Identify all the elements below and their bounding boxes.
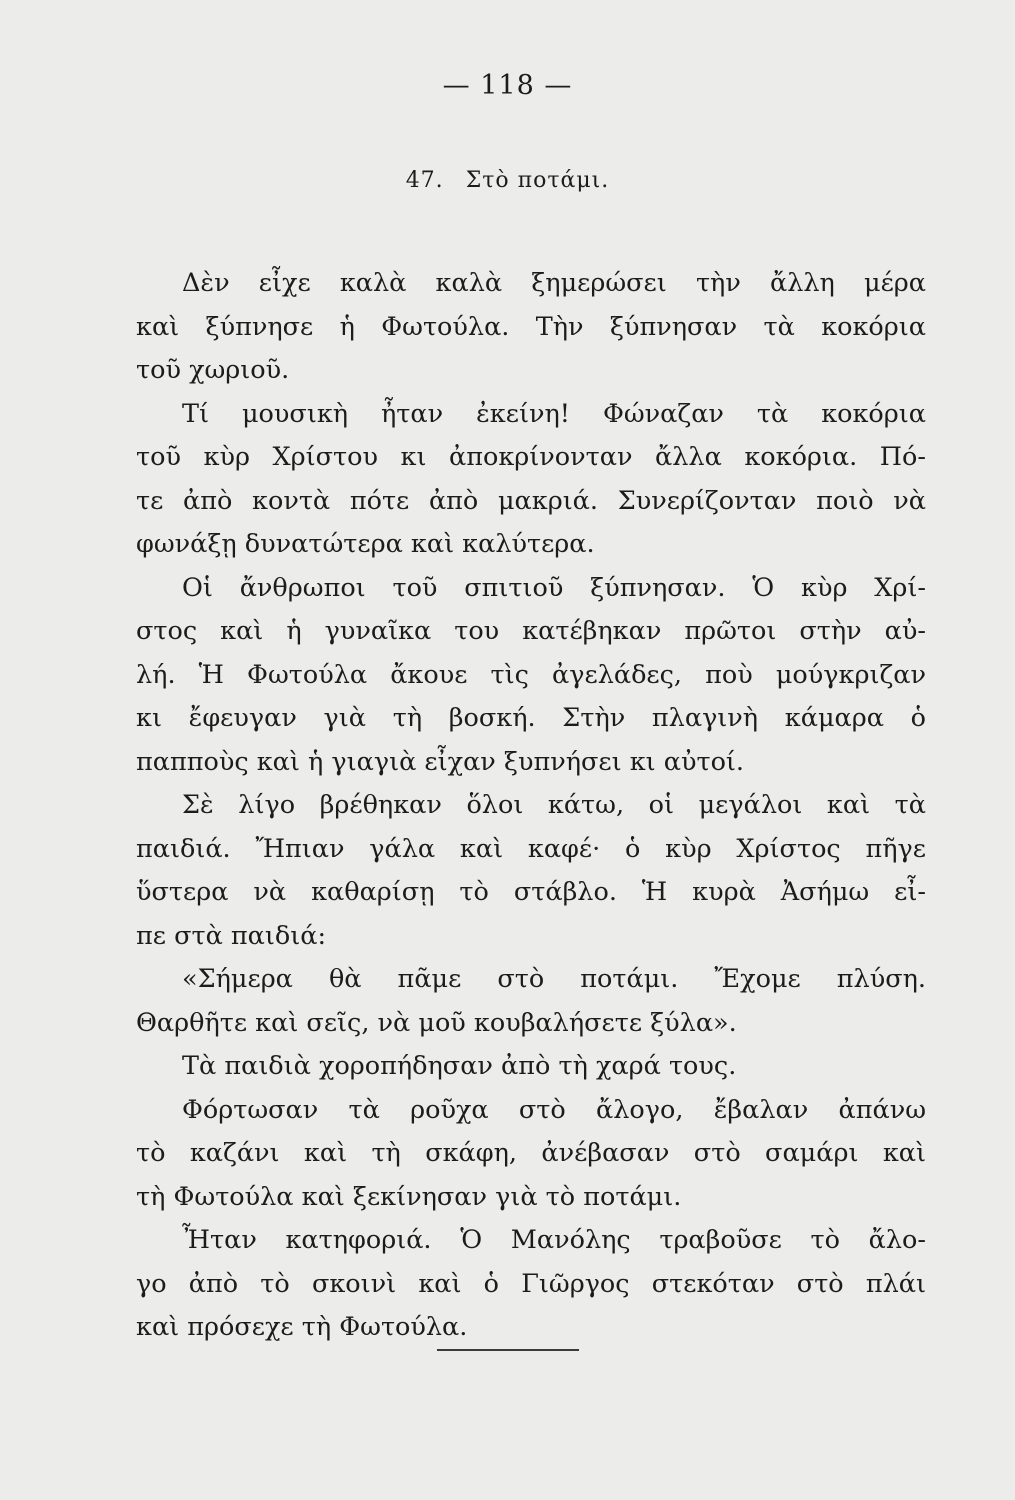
text-line: Τὰ παιδιὰ χοροπήδησαν ἀπὸ τὴ χαρά τους. <box>182 1051 737 1081</box>
text-line: Σὲ λίγο βρέθηκαν ὅλοι κάτω, οἱ μεγάλοι καὶ τὰ <box>182 790 926 820</box>
chapter-number: 47. <box>405 168 444 193</box>
text-line: Οἱ ἄνθρωποι τοῦ σπιτιοῦ ξύπνησαν. Ὁ κὺρ Χρί- <box>182 572 926 603</box>
text-line: ὕστερα νὰ καθαρίσῃ τὸ στάβλο. Ἡ κυρὰ Ἀσήμω εἶ- <box>136 877 926 907</box>
text-line: τὸ καζάνι καὶ τὴ σκάφη, ἀνέβασαν στὸ σαμάρι καὶ <box>136 1138 926 1168</box>
body-text <box>136 262 926 1350</box>
text-line: «Σήμερα θὰ πᾶμε στὸ ποτάμι. Ἔχομε πλύση. <box>182 964 926 994</box>
end-rule <box>437 1349 579 1351</box>
text-line: τοῦ κὺρ Χρίστου κι ἀποκρίνονταν ἄλλα κοκόρια. Πό- <box>136 442 926 472</box>
chapter-title: Στὸ ποτάμι. <box>465 168 610 193</box>
text-line: τοῦ χωριοῦ. <box>136 355 290 385</box>
text-line: πε στὰ παιδιά: <box>136 920 327 951</box>
page-number: — 118 — <box>442 70 573 101</box>
text-line: Θαρθῆτε καὶ σεῖς, νὰ μοῦ κουβαλήσετε ξύλα». <box>136 1007 737 1038</box>
text-line: τὴ Φωτούλα καὶ ξεκίνησαν γιὰ τὸ ποτάμι. <box>136 1181 682 1212</box>
text-line: φωνάξῃ δυνατώτερα καὶ καλύτερα. <box>136 529 595 559</box>
text-line: στος καὶ ἡ γυναῖκα του κατέβηκαν πρῶτοι στὴν αὐ- <box>136 616 926 646</box>
text-line: Ἦταν κατηφοριά. Ὁ Μανόλης τραβοῦσε τὸ ἄλο- <box>182 1225 926 1255</box>
text-line: καὶ πρόσεχε τὴ Φωτούλα. <box>136 1312 468 1342</box>
text-line: γο ἀπὸ τὸ σκοινὶ καὶ ὁ Γιῶργος στεκόταν στὸ πλάι <box>136 1268 926 1299</box>
text-line: παιδιά. Ἤπιαν γάλα καὶ καφέ· ὁ κὺρ Χρίστος πῆγε <box>136 833 926 864</box>
text-line: Φόρτωσαν τὰ ροῦχα στὸ ἄλογο, ἔβαλαν ἀπάνω <box>182 1094 926 1125</box>
text-line: τε ἀπὸ κοντὰ πότε ἀπὸ μακριά. Συνερίζονταν ποιὸ νὰ <box>136 485 926 516</box>
text-line: Τί μουσικὴ ἦταν ἐκείνη! Φώναζαν τὰ κοκόρια <box>182 398 926 429</box>
text-line: λή. Ἡ Φωτούλα ἄκουε τὶς ἀγελάδες, ποὺ μούγκριζαν <box>136 659 926 690</box>
text-line: Δὲν εἶχε καλὰ καλὰ ξημερώσει τὴν ἄλλη μέρα <box>182 268 926 298</box>
text-line: κι ἔφευγαν γιὰ τὴ βοσκή. Στὴν πλαγινὴ κάμαρα ὁ <box>136 703 926 733</box>
chapter-heading <box>0 168 1015 193</box>
text-line: παπποὺς καὶ ἡ γιαγιὰ εἶχαν ξυπνήσει κι αὐτοί. <box>136 746 745 777</box>
text-line: καὶ ξύπνησε ἡ Φωτούλα. Τὴν ξύπνησαν τὰ κοκόρια <box>136 311 926 342</box>
